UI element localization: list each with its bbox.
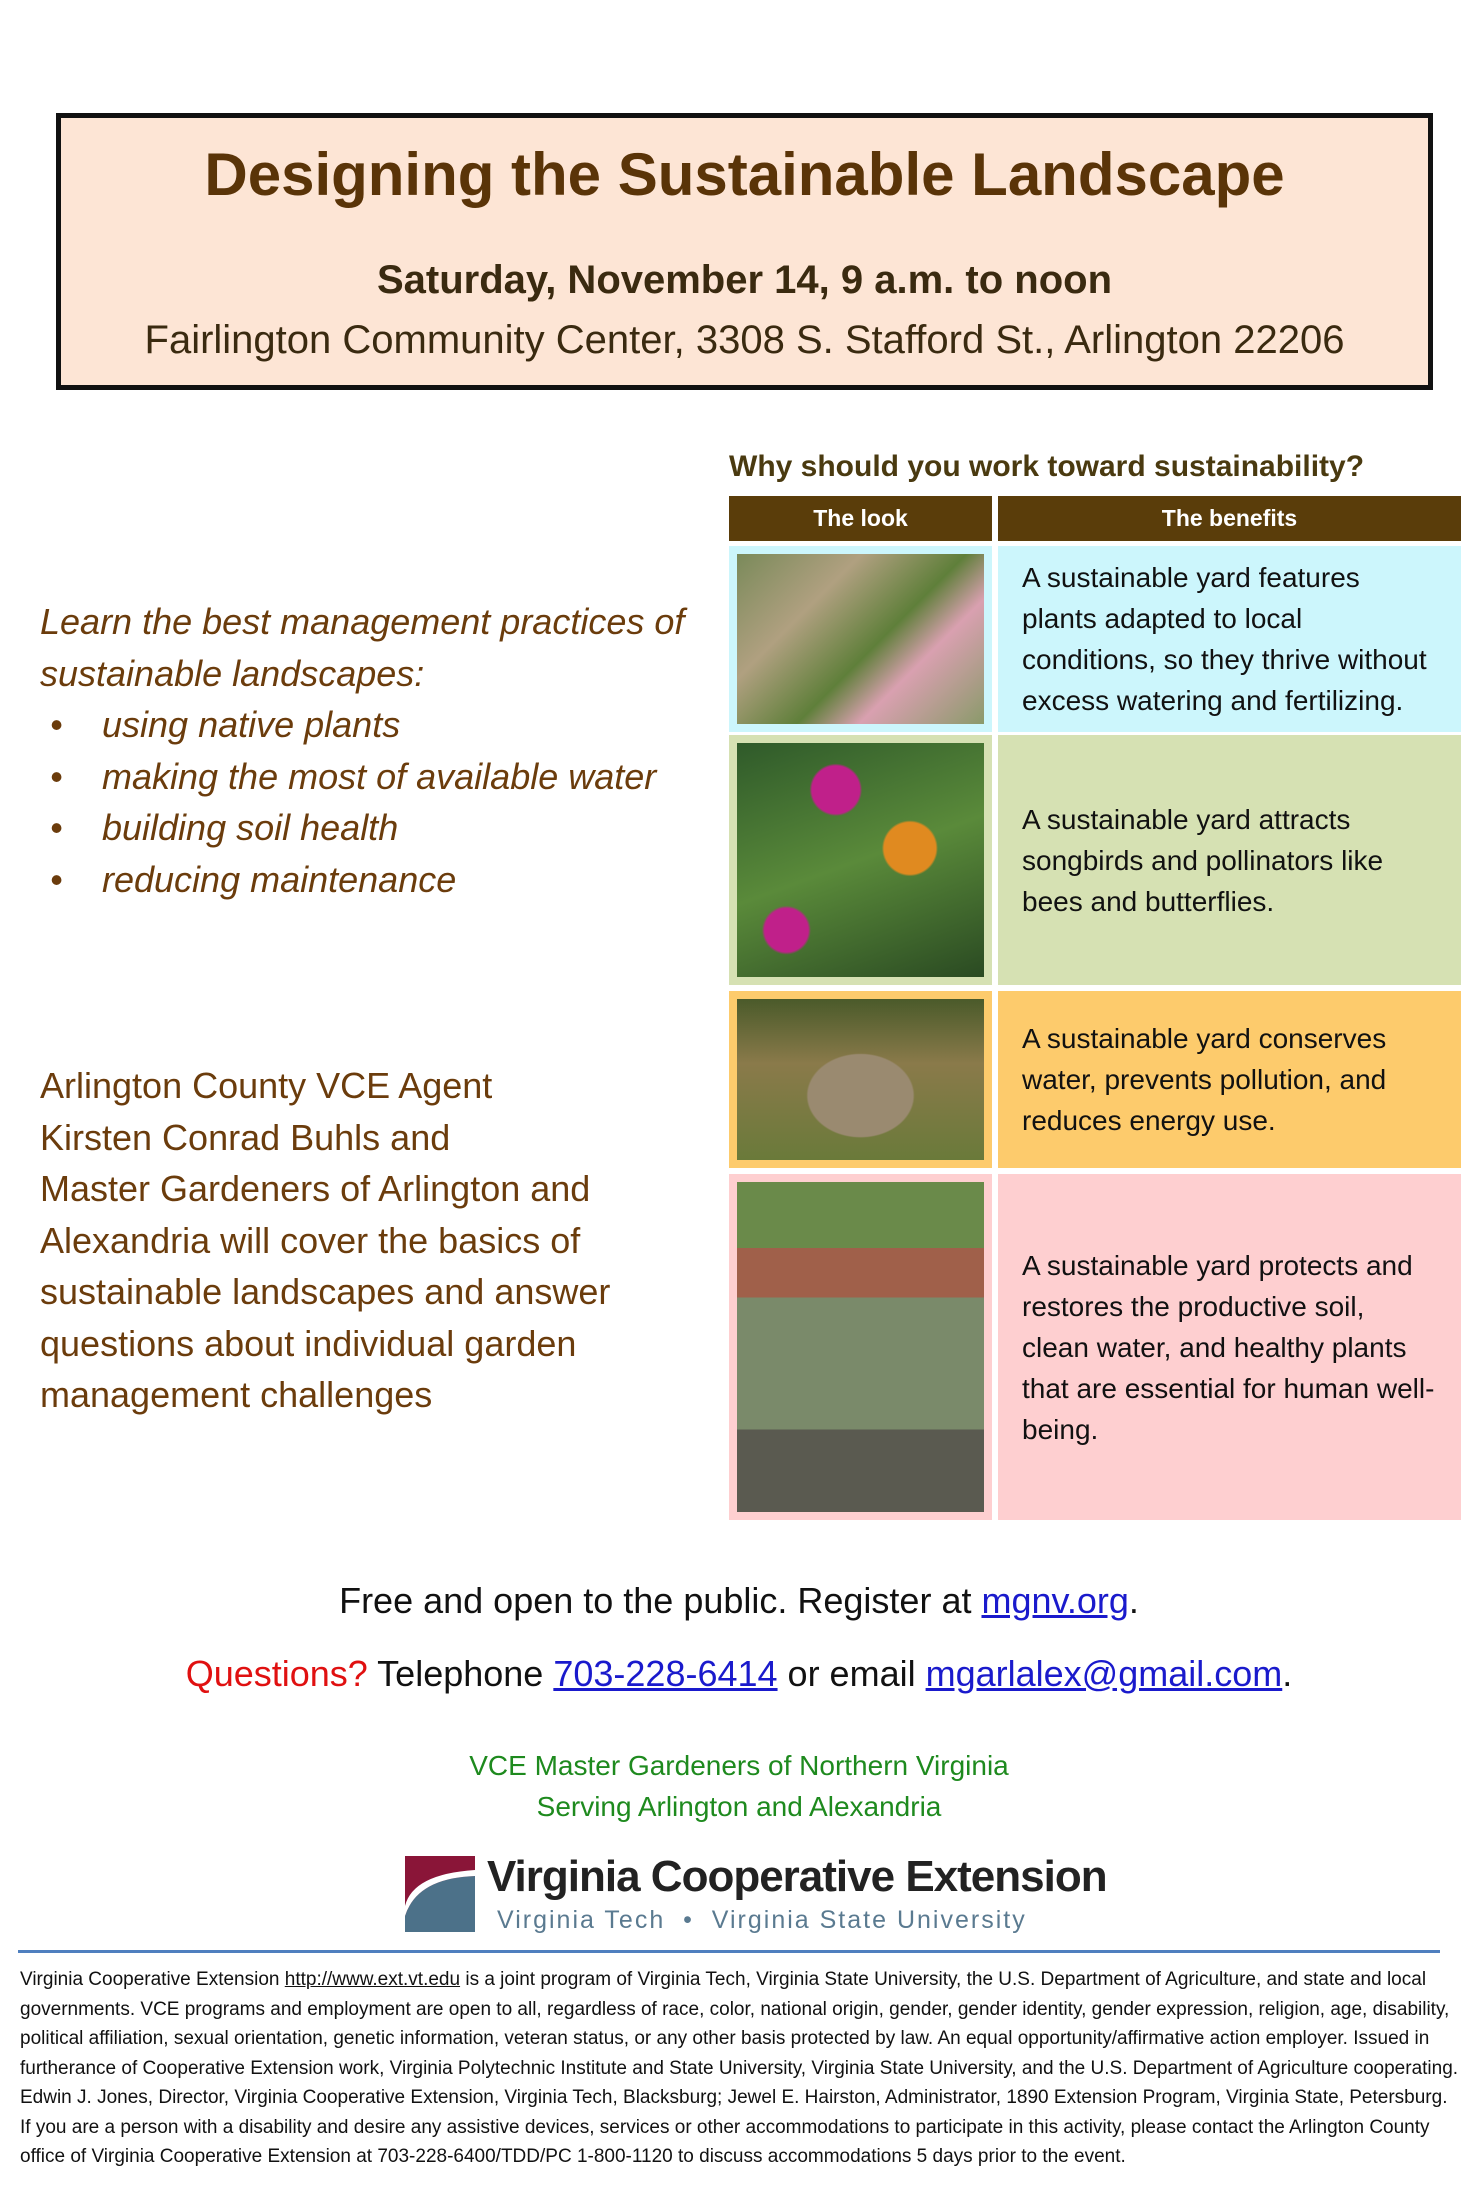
- column-header-benefits: The benefits: [998, 496, 1461, 541]
- event-title: Designing the Sustainable Landscape: [204, 141, 1285, 208]
- legal-paragraph: [20, 1965, 1465, 2113]
- table-title: Why should you work toward sustainability?: [729, 450, 1365, 483]
- questions-label: Questions?: [185, 1653, 368, 1694]
- logo-sub: Virginia Tech • Virginia State University: [497, 1906, 1027, 1934]
- register-line: [0, 1580, 1478, 1622]
- agent-line: questions about individual garden: [40, 1322, 577, 1364]
- legal-text: Virginia Cooperative Extension: [20, 1969, 285, 1990]
- agent-paragraph: [40, 1060, 610, 1421]
- event-header-box: [56, 113, 1433, 390]
- benefit-cell: A sustainable yard protects and restores the productive soil, clean water, and healthy plants that are essential for human well-being.: [998, 1174, 1461, 1520]
- bullet: •: [50, 755, 63, 797]
- bullet: •: [50, 858, 63, 900]
- stone-labyrinth-photo: [729, 991, 992, 1168]
- questions-mid: or email: [777, 1653, 926, 1694]
- list-item: [40, 699, 684, 751]
- legal-footer: [20, 1965, 1465, 2172]
- vce-url-link[interactable]: http://www.ext.vt.edu: [284, 1969, 461, 1990]
- event-location: Fairlington Community Center, 3308 S. Stafford St., Arlington 22206: [144, 318, 1345, 362]
- item-text: building soil health: [102, 807, 399, 848]
- column-header-look: The look: [729, 496, 992, 541]
- bullet: •: [50, 704, 63, 745]
- family-photo: [729, 1174, 992, 1520]
- questions-text: Telephone: [367, 1653, 554, 1694]
- email-link[interactable]: mgarlalex@gmail.com: [925, 1653, 1283, 1694]
- agent-line: Arlington County VCE Agent: [40, 1065, 493, 1106]
- agent-line: Master Gardeners of Arlington and: [40, 1168, 591, 1209]
- intro-lead: Learn the best management practices of: [40, 601, 685, 642]
- register-link[interactable]: mgnv.org: [981, 1580, 1129, 1621]
- register-text: Free and open to the public. Register at: [339, 1580, 982, 1621]
- benefit-cell: A sustainable yard features plants adapted to local conditions, so they thrive without excess watering and fertilizing.: [998, 546, 1461, 732]
- questions-line: [0, 1653, 1478, 1695]
- questions-end: .: [1282, 1653, 1293, 1694]
- logo-name: Virginia Cooperative Extension: [487, 1852, 1107, 1901]
- org-line: VCE Master Gardeners of Northern Virginia: [469, 1750, 1009, 1781]
- garden-path-photo: [729, 546, 992, 732]
- list-item: [40, 854, 684, 906]
- phone-link[interactable]: 703-228-6414: [553, 1653, 778, 1694]
- agent-line: management challenges: [40, 1374, 433, 1415]
- agent-line: Alexandria will cover the basics of: [40, 1219, 581, 1261]
- divider: [18, 1950, 1440, 1953]
- legal-text: is a joint program of Virginia Tech, Virginia State University, the U.S. Department of Agriculture, and state and local governments. VCE programs and employment are open to all, regardless of race, color, national origin, gender, gender identity, gender expression, religion, age, disability, political affiliation, sexual orientation, genetic information, veteran status, or any other basis protected by law. An equal opportunity/affirmative action employer. Issued in furtherance of Cooperative Extension work, Virginia Polytechnic Institute and State University, Virginia State University, and the U.S. Department of Agriculture cooperating. Edwin J. Jones, Director, Virginia Cooperative Extension, Virginia Tech, Blacksburg; Jewel E. Hairston, Administrator, 1890 Extension Program, Virginia State, Petersburg.: [20, 1969, 1459, 2108]
- org-info: [0, 1745, 1478, 1827]
- monarch-butterfly-photo: [729, 735, 992, 985]
- agent-line: Kirsten Conrad Buhls and: [40, 1116, 451, 1158]
- benefit-cell: A sustainable yard conserves water, prevents pollution, and reduces energy use.: [998, 991, 1461, 1168]
- intro-lead: sustainable landscapes:: [40, 652, 425, 694]
- vce-logo: [405, 1852, 1107, 1938]
- item-text: making the most of available water: [102, 755, 657, 797]
- list-item: [40, 802, 684, 854]
- bullet: •: [50, 807, 63, 848]
- benefit-cell: A sustainable yard attracts songbirds and pollinators like bees and butterflies.: [998, 735, 1461, 985]
- event-date: Saturday, November 14, 9 a.m. to noon: [377, 258, 1112, 302]
- register-end: .: [1128, 1580, 1139, 1621]
- list-item: [40, 751, 684, 803]
- agent-line: sustainable landscapes and answer: [40, 1271, 611, 1312]
- org-line: Serving Arlington and Alexandria: [536, 1791, 942, 1822]
- accommodations-paragraph: If you are a person with a disability and desire any assistive devices, services or other accommodations to participate in this activity, please contact the Arlington County office of Virginia Cooperative Extension at 703-228-6400/TDD/PC 1-800-1120 to discuss accommodations 5 days prior to the event.: [20, 2116, 1430, 2167]
- item-text: using native plants: [102, 704, 401, 745]
- vce-logo-icon: [405, 1856, 475, 1932]
- item-text: reducing maintenance: [102, 858, 457, 900]
- intro-list: [40, 596, 684, 905]
